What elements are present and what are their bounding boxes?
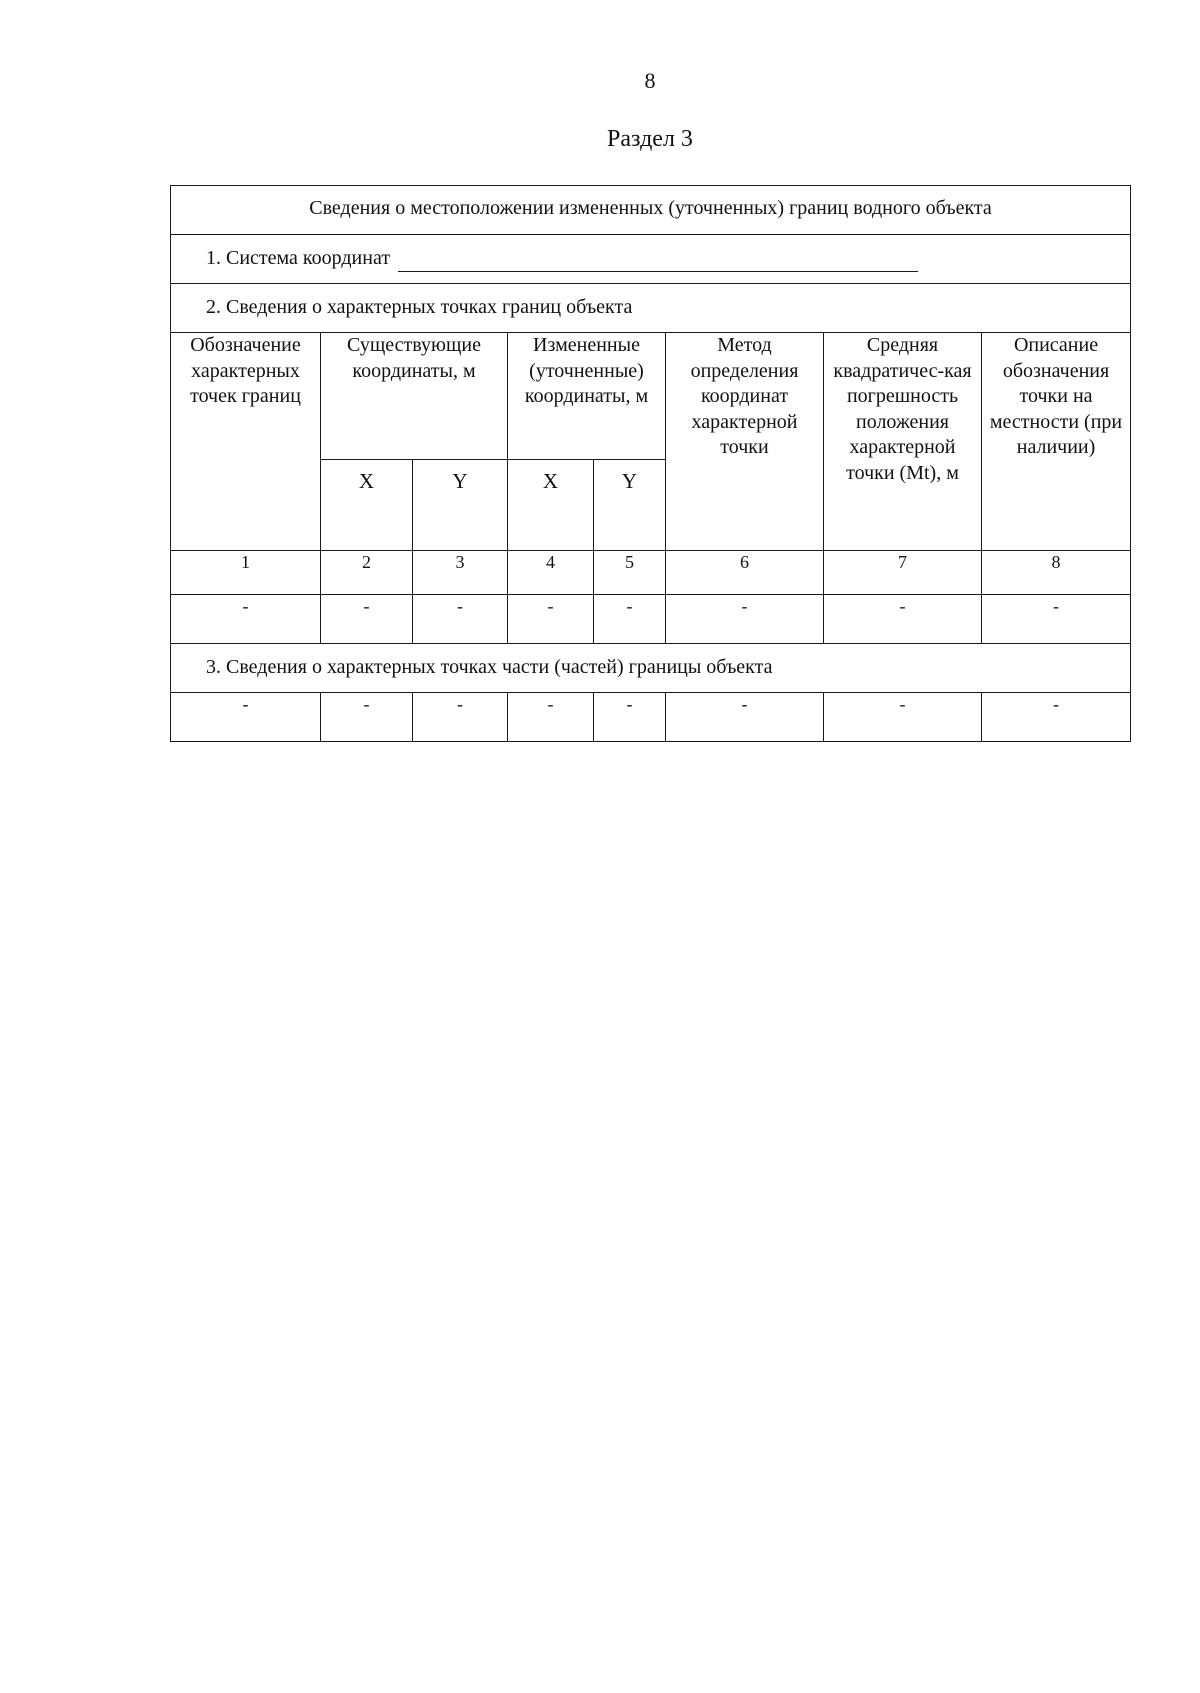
table-cell: -	[666, 693, 824, 742]
points-data-row	[171, 595, 1131, 644]
table-cell: -	[321, 595, 413, 644]
column-number-row	[171, 551, 1131, 595]
header-error: Средняя квадратичес-кая погрешность положения характерной точки (Mt), м	[824, 333, 982, 551]
table-cell: -	[982, 595, 1131, 644]
table-cell: -	[413, 693, 508, 742]
table-title-cell	[171, 186, 1131, 235]
column-number: 3	[413, 551, 508, 595]
header-point-designation: Обозначение характерных точек границ	[171, 333, 321, 551]
header-existing-coords: Существующие координаты, м	[321, 333, 508, 460]
header-x-changed: X	[508, 460, 594, 551]
boundary-points-table	[170, 185, 1131, 742]
header-x-existing: X	[321, 460, 413, 551]
parts-heading-cell	[171, 644, 1131, 693]
header-description: Описание обозначения точки на местности (при наличии)	[982, 333, 1131, 551]
coord-system-label: 1. Система координат	[206, 247, 391, 269]
header-y-existing: Y	[413, 460, 508, 551]
table-cell: -	[666, 595, 824, 644]
column-number: 8	[982, 551, 1131, 595]
coord-system-cell	[171, 235, 1131, 284]
table-cell: -	[413, 595, 508, 644]
table-cell: -	[508, 595, 594, 644]
parts-heading-row	[171, 644, 1131, 693]
column-number: 5	[594, 551, 666, 595]
header-method: Метод определения координат характерной точки	[666, 333, 824, 551]
parts-data-row	[171, 693, 1131, 742]
table-title-row	[171, 186, 1131, 235]
coord-system-blank[interactable]	[398, 251, 918, 272]
column-number: 4	[508, 551, 594, 595]
table-cell: -	[824, 595, 982, 644]
table-cell: -	[171, 693, 321, 742]
column-number: 6	[666, 551, 824, 595]
table-cell: -	[594, 595, 666, 644]
header-y-changed: Y	[594, 460, 666, 551]
page-number: 8	[644, 68, 656, 93]
column-number: 2	[321, 551, 413, 595]
column-number: 7	[824, 551, 982, 595]
column-number: 1	[171, 551, 321, 595]
header-changed-coords: Измененные (уточненные) координаты, м	[508, 333, 666, 460]
section-title: Раздел 3	[607, 126, 693, 152]
table-cell: -	[824, 693, 982, 742]
table-cell: -	[321, 693, 413, 742]
table-cell: -	[594, 693, 666, 742]
table-title: Сведения о местоположении измененных (уточненных) границ водного объекта	[309, 197, 992, 219]
table-cell: -	[508, 693, 594, 742]
table-cell: -	[171, 595, 321, 644]
header-row	[171, 333, 1131, 460]
coord-system-line	[171, 235, 1130, 272]
points-heading: 2. Сведения о характерных точках границ объекта	[206, 296, 633, 318]
parts-heading: 3. Сведения о характерных точках части (частей) границы объекта	[206, 656, 773, 678]
coord-system-row	[171, 235, 1131, 284]
points-heading-cell	[171, 284, 1131, 333]
points-heading-row	[171, 284, 1131, 333]
table-cell: -	[982, 693, 1131, 742]
